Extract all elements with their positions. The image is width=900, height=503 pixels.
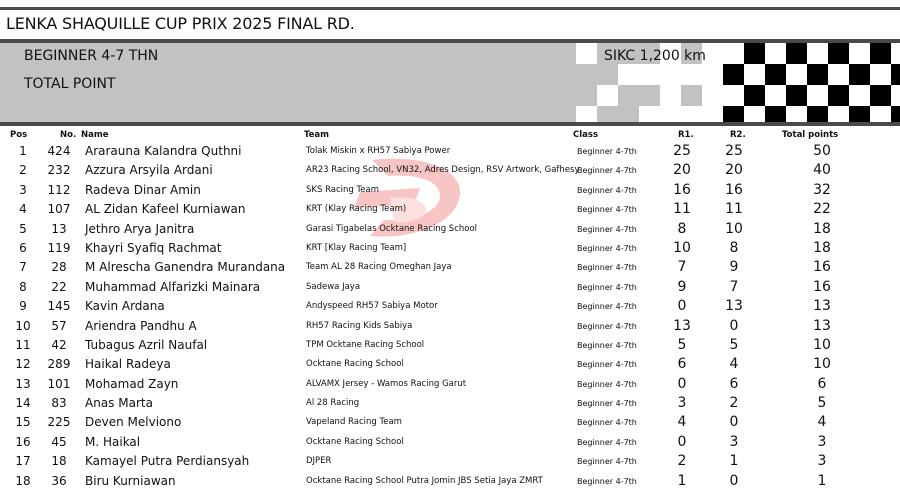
class-name: BEGINNER 4-7 THN bbox=[24, 48, 159, 64]
row-pos: 16 bbox=[15, 434, 31, 449]
row-name: Haikal Radeya bbox=[85, 357, 171, 372]
table-row bbox=[0, 258, 900, 277]
flag-square bbox=[870, 43, 891, 64]
row-total-points: 3 bbox=[817, 433, 827, 450]
row-class: Beginner 4-7th bbox=[577, 437, 637, 447]
row-name: Deven Melviono bbox=[85, 415, 182, 430]
row-class: Beginner 4-7th bbox=[577, 166, 637, 176]
row-name: Kamayel Putra Perdiansyah bbox=[85, 454, 250, 469]
row-total-points: 10 bbox=[813, 336, 831, 353]
row-total-points: 5 bbox=[817, 395, 827, 412]
flag-square bbox=[786, 85, 807, 106]
results-table bbox=[0, 128, 900, 491]
row-team: Andyspeed RH57 Sabiya Motor bbox=[306, 301, 438, 312]
flag-square bbox=[891, 64, 900, 85]
flag-square bbox=[765, 85, 786, 106]
flag-square bbox=[870, 85, 891, 106]
row-r2-points: 4 bbox=[729, 356, 739, 373]
header-r1: R1. bbox=[678, 130, 694, 140]
flag-square bbox=[723, 106, 744, 122]
row-class: Beginner 4-7th bbox=[577, 147, 637, 156]
row-r1-points: 7 bbox=[677, 259, 687, 276]
board-title: TOTAL POINT bbox=[24, 76, 116, 92]
row-total-points: 4 bbox=[817, 414, 827, 431]
row-name: Ararauna Kalandra Quthni bbox=[85, 144, 242, 158]
row-class: Beginner 4-7th bbox=[577, 340, 637, 350]
flag-square bbox=[828, 43, 849, 64]
circuit-length: SIKC 1,200 km bbox=[604, 48, 706, 64]
table-row bbox=[0, 355, 900, 374]
row-class: Beginner 4-7th bbox=[577, 243, 637, 253]
table-row bbox=[0, 336, 900, 355]
row-total-points: 32 bbox=[813, 181, 831, 198]
row-total-points: 3 bbox=[817, 453, 827, 470]
row-pos: 7 bbox=[19, 260, 27, 275]
row-r2-points: 13 bbox=[725, 298, 743, 315]
table-row bbox=[0, 413, 900, 432]
row-r2-points: 25 bbox=[725, 143, 743, 159]
table-row bbox=[0, 220, 900, 239]
row-name: M Alrescha Ganendra Murandana bbox=[85, 260, 286, 275]
row-number: 42 bbox=[51, 337, 67, 352]
table-row bbox=[0, 239, 900, 258]
row-team: KRT [Klay Racing Team] bbox=[306, 242, 407, 253]
row-total-points: 16 bbox=[813, 259, 831, 276]
row-class: Beginner 4-7th bbox=[577, 379, 637, 389]
row-number: 18 bbox=[51, 454, 67, 469]
row-r2-points: 20 bbox=[725, 162, 743, 179]
row-class: Beginner 4-7th bbox=[577, 360, 637, 370]
row-r1-points: 9 bbox=[677, 278, 687, 295]
table-row bbox=[0, 317, 900, 336]
table-row bbox=[0, 161, 900, 180]
row-team: SKS Racing Team bbox=[306, 184, 379, 195]
flag-square bbox=[891, 85, 900, 106]
flag-square bbox=[744, 106, 765, 122]
row-class: Beginner 4-7th bbox=[577, 476, 637, 486]
row-number: 107 bbox=[47, 202, 71, 217]
row-r1-points: 6 bbox=[677, 356, 687, 373]
row-r1-points: 0 bbox=[677, 375, 687, 392]
row-team: Ocktane Racing School bbox=[306, 359, 404, 370]
flag-square bbox=[828, 106, 849, 122]
row-team: Al 28 Racing bbox=[306, 398, 360, 409]
flag-square bbox=[807, 43, 828, 64]
row-r2-points: 5 bbox=[729, 336, 739, 353]
flag-square bbox=[618, 64, 639, 85]
header-band bbox=[0, 39, 900, 122]
row-pos: 2 bbox=[19, 163, 27, 178]
row-total-points: 10 bbox=[813, 356, 831, 373]
row-number: 101 bbox=[47, 376, 71, 391]
row-r1-points: 10 bbox=[673, 239, 691, 256]
header-team: Team bbox=[304, 130, 330, 140]
row-number: 36 bbox=[51, 473, 67, 488]
row-r2-points: 0 bbox=[729, 414, 739, 431]
table-row bbox=[0, 181, 900, 200]
header-total: Total points bbox=[782, 130, 839, 140]
row-team: Tolak Miskin x RH57 Sabiya Power bbox=[306, 146, 451, 156]
row-number: 424 bbox=[47, 144, 71, 158]
flag-square bbox=[765, 106, 786, 122]
flag-square bbox=[891, 43, 900, 64]
row-name: Azzura Arsyila Ardani bbox=[85, 163, 213, 178]
row-team: TPM Ocktane Racing School bbox=[306, 339, 425, 350]
row-r2-points: 7 bbox=[729, 278, 739, 295]
row-team: Ocktane Racing School bbox=[306, 436, 404, 447]
row-number: 112 bbox=[47, 182, 71, 197]
row-name: Tubagus Azril Naufal bbox=[85, 337, 208, 352]
row-pos: 1 bbox=[19, 144, 27, 158]
row-pos: 13 bbox=[15, 376, 31, 391]
row-r1-points: 13 bbox=[673, 317, 691, 334]
row-class: Beginner 4-7th bbox=[577, 224, 637, 234]
row-team: Garasi Tigabelas Ocktane Racing School bbox=[306, 223, 478, 234]
flag-square bbox=[639, 64, 660, 85]
row-total-points: 22 bbox=[813, 201, 831, 218]
row-pos: 14 bbox=[15, 396, 31, 411]
row-class: Beginner 4-7th bbox=[577, 457, 637, 467]
row-team: KRT (Klay Racing Team) bbox=[306, 204, 407, 215]
header-r2: R2. bbox=[730, 130, 746, 140]
flag-square bbox=[681, 64, 702, 85]
row-r2-points: 9 bbox=[729, 259, 739, 276]
row-r2-points: 0 bbox=[729, 317, 739, 334]
row-class: Beginner 4-7th bbox=[577, 302, 637, 312]
header-pos: Pos bbox=[10, 130, 28, 140]
row-name: Jethro Arya Janitra bbox=[85, 221, 195, 236]
flag-square bbox=[723, 43, 744, 64]
flag-square bbox=[807, 64, 828, 85]
flag-square bbox=[744, 85, 765, 106]
row-r2-points: 3 bbox=[729, 433, 739, 450]
flag-square bbox=[849, 106, 870, 122]
row-r2-points: 0 bbox=[729, 472, 739, 489]
row-r1-points: 25 bbox=[673, 143, 691, 159]
row-team: DJPER bbox=[306, 456, 332, 467]
flag-square bbox=[744, 64, 765, 85]
row-name: M. Haikal bbox=[85, 434, 141, 449]
flag-square bbox=[660, 85, 681, 106]
table-row bbox=[0, 472, 900, 491]
header-no: No. bbox=[60, 130, 77, 140]
flag-square bbox=[849, 64, 870, 85]
row-class: Beginner 4-7th bbox=[577, 282, 637, 292]
flag-square bbox=[639, 106, 660, 122]
row-class: Beginner 4-7th bbox=[577, 418, 637, 428]
table-row bbox=[0, 142, 900, 161]
flag-square bbox=[891, 106, 900, 122]
row-number: 28 bbox=[51, 260, 67, 275]
row-number: 119 bbox=[47, 240, 71, 255]
row-pos: 9 bbox=[19, 299, 27, 314]
table-row bbox=[0, 297, 900, 316]
flag-square bbox=[702, 85, 723, 106]
flag-square bbox=[576, 43, 597, 64]
flag-square bbox=[828, 64, 849, 85]
row-total-points: 1 bbox=[817, 472, 827, 489]
row-name: Kavin Ardana bbox=[85, 299, 165, 314]
row-pos: 17 bbox=[15, 454, 31, 469]
flag-square bbox=[744, 43, 765, 64]
flag-square bbox=[702, 64, 723, 85]
row-name: Biru Kurniawan bbox=[85, 473, 176, 488]
flag-square bbox=[702, 106, 723, 122]
row-pos: 4 bbox=[19, 202, 27, 217]
row-r1-points: 4 bbox=[677, 414, 687, 431]
flag-square bbox=[660, 106, 681, 122]
row-r2-points: 6 bbox=[729, 375, 739, 392]
row-total-points: 40 bbox=[813, 162, 831, 179]
row-total-points: 18 bbox=[813, 220, 831, 237]
row-pos: 10 bbox=[15, 318, 31, 333]
row-pos: 12 bbox=[15, 357, 31, 372]
row-team: Vapeland Racing Team bbox=[306, 417, 402, 428]
table-row bbox=[0, 278, 900, 297]
row-total-points: 18 bbox=[813, 239, 831, 256]
flag-square bbox=[723, 85, 744, 106]
table-row bbox=[0, 452, 900, 471]
flag-square bbox=[807, 85, 828, 106]
row-name: Anas Marta bbox=[85, 396, 153, 411]
row-r2-points: 1 bbox=[729, 453, 739, 470]
row-number: 13 bbox=[51, 221, 67, 236]
row-r1-points: 1 bbox=[677, 472, 687, 489]
flag-square bbox=[849, 43, 870, 64]
row-pos: 8 bbox=[19, 279, 27, 294]
row-r1-points: 5 bbox=[677, 336, 687, 353]
event-title: LENKA SHAQUILLE CUP PRIX 2025 FINAL RD. bbox=[6, 14, 355, 33]
row-name: Ariendra Pandhu A bbox=[85, 318, 197, 333]
flag-square bbox=[786, 64, 807, 85]
row-team: AR23 Racing School, VN32, Adres Design, RSV Artwork, Gafhesy bbox=[306, 165, 580, 176]
row-r1-points: 20 bbox=[673, 162, 691, 179]
flag-square bbox=[786, 106, 807, 122]
row-r2-points: 8 bbox=[729, 239, 739, 256]
row-name: Muhammad Alfarizki Mainara bbox=[85, 279, 261, 294]
flag-square bbox=[576, 106, 597, 122]
row-name: Khayri Syafiq Rachmat bbox=[85, 240, 222, 255]
flag-square bbox=[723, 64, 744, 85]
row-r2-points: 11 bbox=[725, 201, 743, 218]
flag-square bbox=[870, 64, 891, 85]
top-rule bbox=[0, 7, 900, 10]
bottom-rule bbox=[0, 122, 900, 126]
row-r1-points: 0 bbox=[677, 433, 687, 450]
row-team: RH57 Racing Kids Sabiya bbox=[306, 320, 413, 331]
row-class: Beginner 4-7th bbox=[577, 205, 637, 215]
flag-square bbox=[660, 64, 681, 85]
row-class: Beginner 4-7th bbox=[577, 321, 637, 331]
row-r2-points: 16 bbox=[725, 181, 743, 198]
row-name: Radeva Dinar Amin bbox=[85, 182, 201, 197]
row-number: 45 bbox=[51, 434, 67, 449]
row-pos: 5 bbox=[19, 221, 27, 236]
row-r2-points: 2 bbox=[729, 395, 739, 412]
table-row bbox=[0, 375, 900, 394]
table-header bbox=[0, 128, 900, 142]
row-pos: 18 bbox=[15, 473, 31, 488]
table-body bbox=[0, 142, 900, 491]
row-team: Sadewa Jaya bbox=[306, 281, 361, 292]
row-class: Beginner 4-7th bbox=[577, 399, 637, 409]
row-pos: 6 bbox=[19, 240, 27, 255]
row-total-points: 13 bbox=[813, 298, 831, 315]
row-total-points: 6 bbox=[817, 375, 827, 392]
row-number: 145 bbox=[47, 299, 71, 314]
flag-square bbox=[765, 43, 786, 64]
row-number: 289 bbox=[47, 357, 71, 372]
row-r1-points: 11 bbox=[673, 201, 691, 218]
row-r1-points: 2 bbox=[677, 453, 687, 470]
row-pos: 15 bbox=[15, 415, 31, 430]
flag-square bbox=[828, 85, 849, 106]
row-team: Team AL 28 Racing Omeghan Jaya bbox=[306, 262, 452, 273]
flag-square bbox=[597, 85, 618, 106]
table-row bbox=[0, 394, 900, 413]
flag-square bbox=[870, 106, 891, 122]
row-r2-points: 10 bbox=[725, 220, 743, 237]
row-total-points: 13 bbox=[813, 317, 831, 334]
row-name: AL Zidan Kafeel Kurniawan bbox=[85, 202, 246, 217]
row-pos: 11 bbox=[15, 337, 31, 352]
row-r1-points: 8 bbox=[677, 220, 687, 237]
flag-square bbox=[807, 106, 828, 122]
flag-square bbox=[786, 43, 807, 64]
row-name: Mohamad Zayn bbox=[85, 376, 179, 391]
row-pos: 3 bbox=[19, 182, 27, 197]
row-class: Beginner 4-7th bbox=[577, 185, 637, 195]
row-number: 57 bbox=[51, 318, 67, 333]
header-name: Name bbox=[81, 130, 109, 140]
row-number: 83 bbox=[51, 396, 67, 411]
table-row bbox=[0, 200, 900, 219]
row-r1-points: 16 bbox=[673, 181, 691, 198]
flag-square bbox=[681, 106, 702, 122]
row-total-points: 16 bbox=[813, 278, 831, 295]
row-team: Ocktane Racing School Putra Jomin JBS Setia Jaya ZMRT bbox=[306, 475, 543, 486]
table-row bbox=[0, 433, 900, 452]
flag-square bbox=[849, 85, 870, 106]
header-class: Class bbox=[573, 130, 599, 140]
row-total-points: 50 bbox=[813, 143, 831, 159]
row-r1-points: 3 bbox=[677, 395, 687, 412]
row-number: 225 bbox=[47, 415, 71, 430]
row-class: Beginner 4-7th bbox=[577, 263, 637, 273]
row-number: 232 bbox=[47, 163, 71, 178]
row-number: 22 bbox=[51, 279, 67, 294]
row-team: ALVAMX Jersey - Wamos Racing Garut bbox=[306, 378, 467, 389]
row-r1-points: 0 bbox=[677, 298, 687, 315]
flag-square bbox=[765, 64, 786, 85]
